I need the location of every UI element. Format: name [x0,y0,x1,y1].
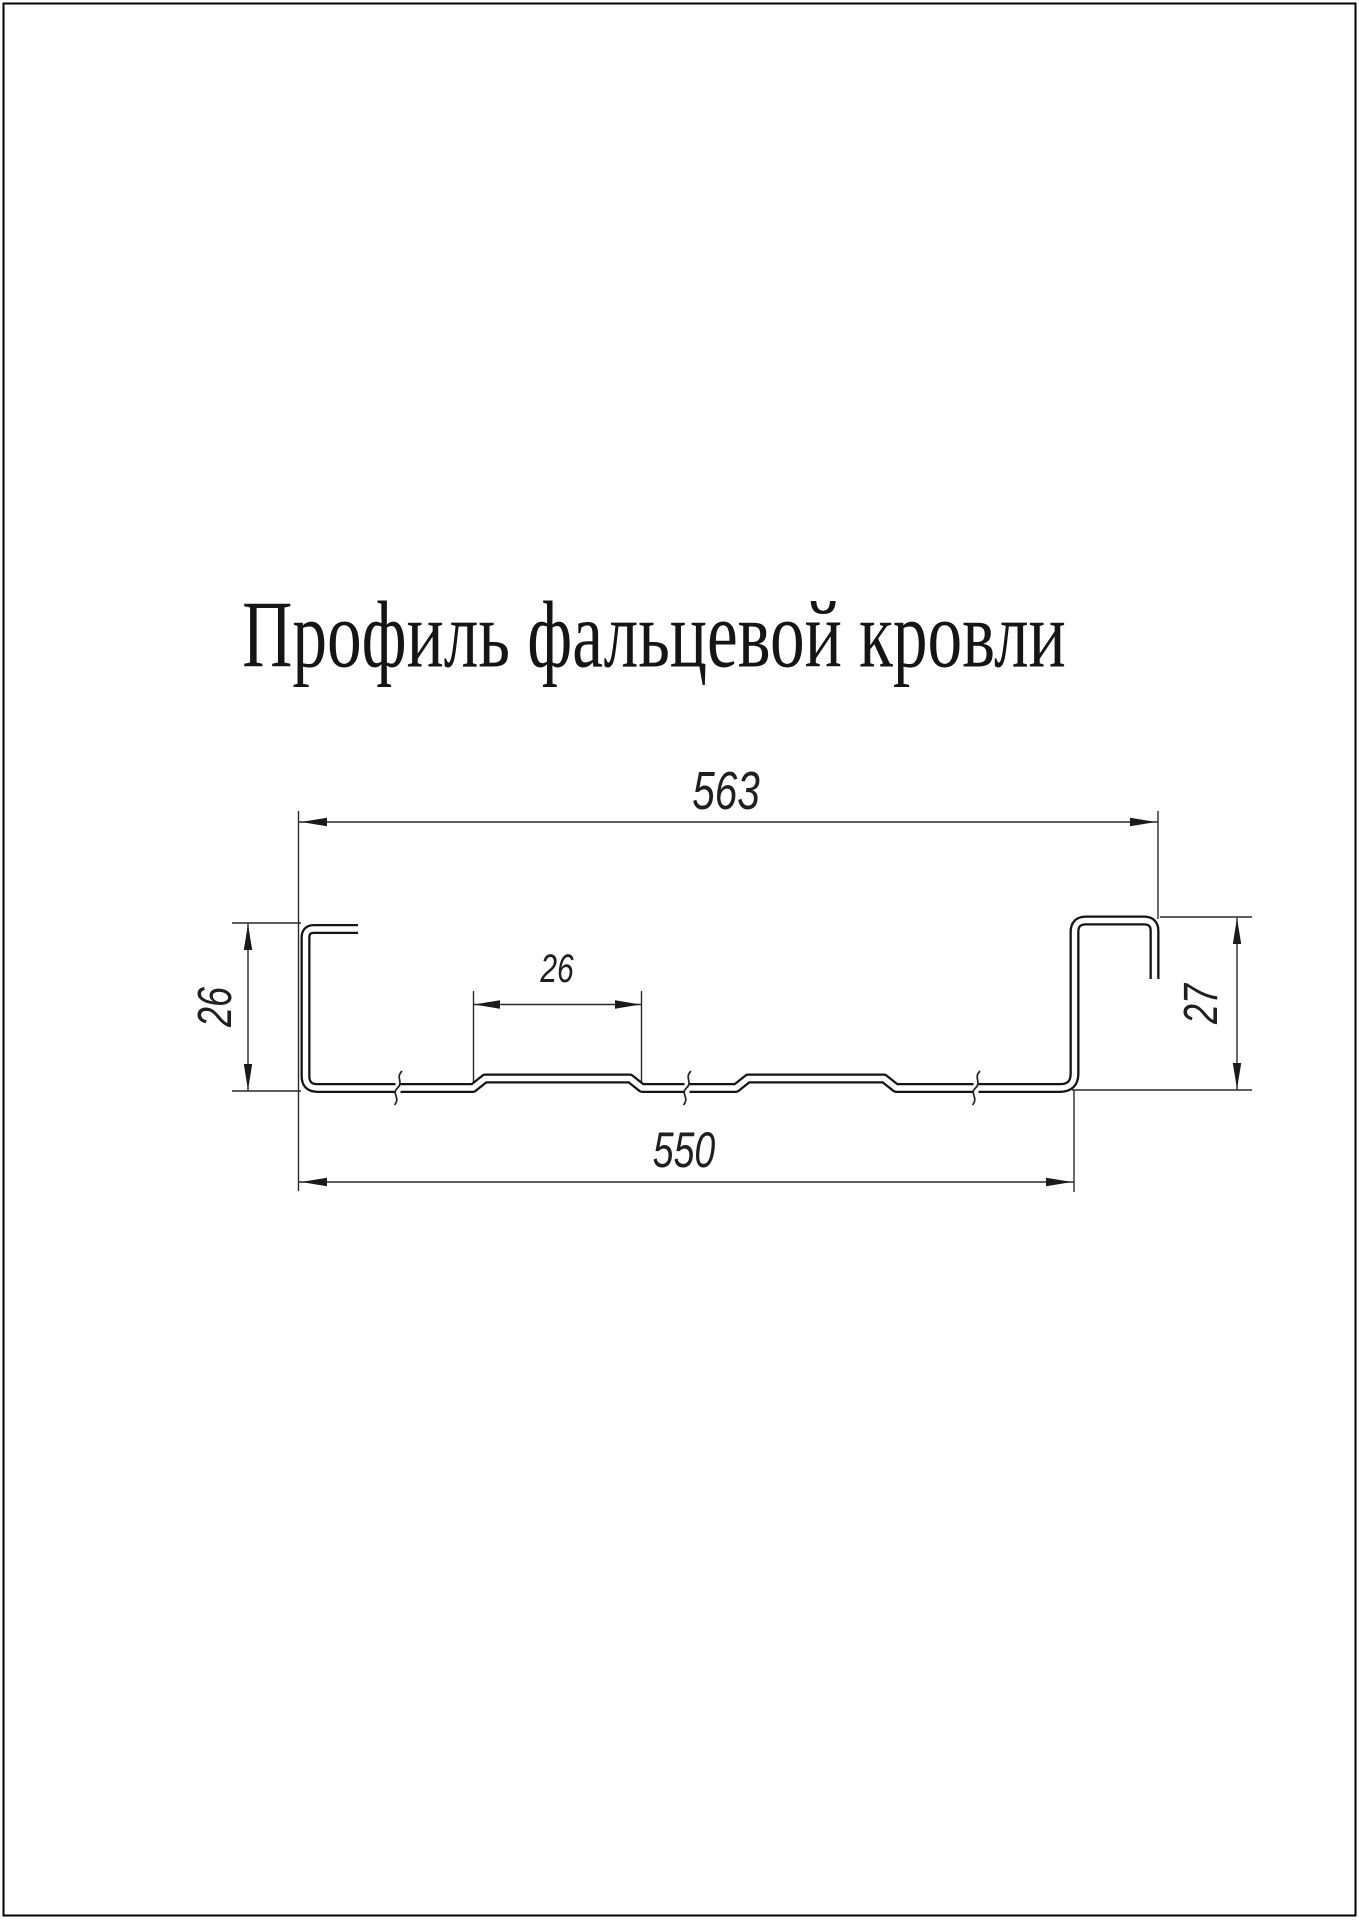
dimension-lines [248,822,1237,1182]
arrowhead [1233,918,1241,944]
arrowhead [1046,1178,1072,1186]
arrowhead [474,1000,500,1008]
page-title-text: Профиль фальцевой кровли [242,581,1066,688]
arrowhead [615,1000,641,1008]
dim-bottom-width-label: 550 [652,1122,716,1178]
profile-metal-core [306,921,1155,1089]
page-title [90,581,1218,688]
dimension-arrowheads [244,818,1241,1186]
arrowhead [1130,818,1156,826]
arrowhead [244,924,252,950]
dim-left-seam-height-label: 26 [189,986,242,1028]
arrowhead [301,818,327,826]
arrowhead [301,1178,327,1186]
dim-rib-width-label: 26 [540,947,574,991]
arrowhead [244,1064,252,1090]
dim-top-width-label: 563 [692,761,760,821]
dim-right-seam-height-label: 27 [1175,983,1228,1025]
profile-metal-outer [306,921,1155,1089]
profile-outline [306,921,1155,1089]
arrowhead [1233,1063,1241,1089]
extension-lines [232,811,1252,1192]
